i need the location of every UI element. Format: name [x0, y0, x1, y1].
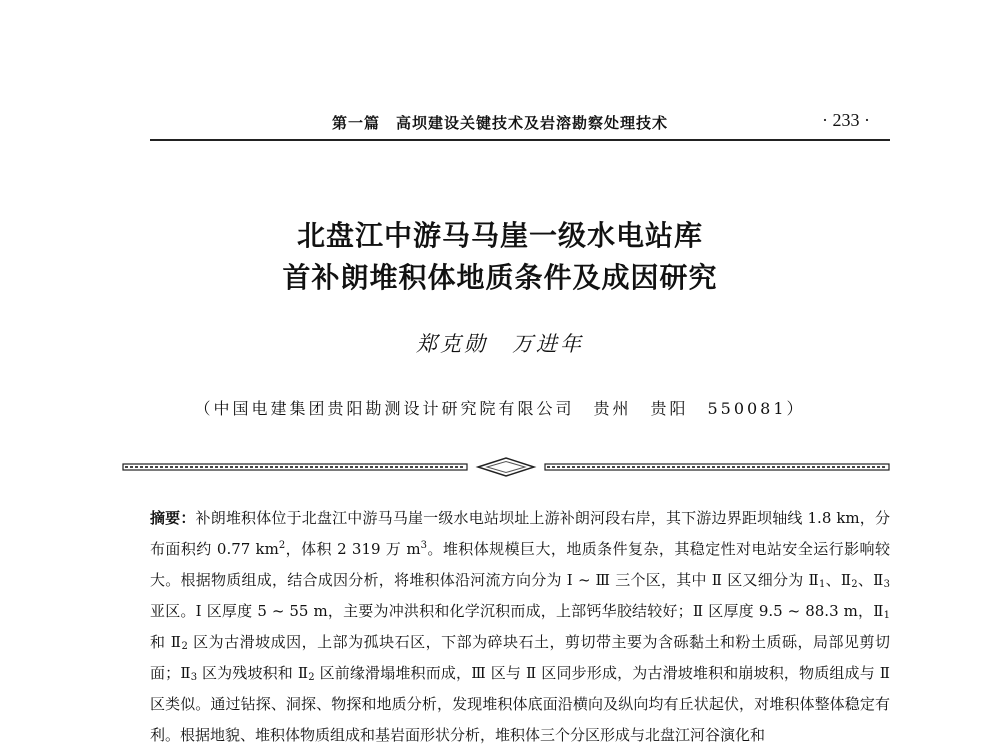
abstract-text: 区为残坡积和 Ⅱ [197, 664, 309, 682]
abstract-text: 亚区。Ⅰ 区厚度 5 ~ 55 m，主要为冲洪积和化学沉积而成，上部钙华胶结较好；Ⅱ 区厚度 9.5 ~ 88.3 m，Ⅱ [150, 602, 884, 620]
paper-title-line-1: 北盘江中游马马崖一级水电站库 [296, 219, 703, 252]
abstract-superscript: 3 [420, 540, 427, 551]
abstract-text: 区为古滑坡成因，上部为孤块石区，下部为碎块石土，剪切带主要为含砾黏土和粉土质砾，局部见剪切面；Ⅱ [150, 633, 890, 682]
abstract-text: 。堆积体规模巨大，地质条件复杂，其稳定性对电站安全运行影响较大。根据物质组成，结合成因分析，将堆积体沿河流方向分为 Ⅰ ~ Ⅲ 三个区，其中 Ⅱ 区又细分为 Ⅱ [150, 540, 890, 589]
abstract-text: 补朗堆积体位于北盘江中游马马崖一级水电站坝址上游补朗河段右岸，其下游边界距坝轴线 1.8 km，分布面积约 0.77 km [150, 509, 890, 558]
authors: 郑克勋 万进年 [416, 332, 584, 356]
abstract-subscript: 1 [883, 610, 890, 621]
abstract-subscript: 1 [818, 579, 826, 590]
divider-left-band [123, 464, 467, 470]
abstract-subscript: 2 [181, 641, 188, 652]
header-rule [150, 139, 890, 141]
abstract-superscript: 2 [278, 540, 286, 551]
abstract-subscript: 3 [190, 672, 198, 683]
abstract-text: 、Ⅱ [857, 571, 884, 589]
running-header [150, 108, 890, 136]
abstract-label: 摘要： [150, 509, 196, 527]
running-header-title: 第一篇 高坝建设关键技术及岩溶勘察处理技术 [332, 114, 669, 132]
affiliation: （中国电建集团贵阳勘测设计研究院有限公司 贵州 贵阳 550081） [194, 399, 806, 418]
abstract-subscript: 3 [883, 579, 890, 590]
abstract [150, 503, 890, 751]
abstract-subscript: 2 [851, 579, 858, 590]
page-number: · 233 · [822, 110, 870, 130]
abstract-text: 区前缘滑塌堆积而成，Ⅲ 区与 Ⅱ 区同步形成，为古滑坡堆积和崩坡积，物质组成与 Ⅱ 区类似。通过钻探、洞探、物探和地质分析，发现堆积体底面沿横向及纵向均有丘状起伏，对堆积体整体稳定有利。根据地貌、堆积体物质组成和基岩面形状分析，堆积体三个分区形成与北盘江河谷演化和 [150, 664, 891, 744]
paper-title-line-2: 首补朗堆积体地质条件及成因研究 [282, 261, 718, 294]
abstract-text: 和 Ⅱ [150, 633, 182, 651]
divider-center-diamond-icon [478, 458, 534, 476]
abstract-subscript: 2 [308, 672, 315, 683]
ornamental-divider [0, 455, 1000, 479]
abstract-text: 、Ⅱ [825, 571, 852, 589]
abstract-text: ，体积 2 319 万 m [285, 540, 421, 558]
divider-right-band [545, 464, 889, 470]
